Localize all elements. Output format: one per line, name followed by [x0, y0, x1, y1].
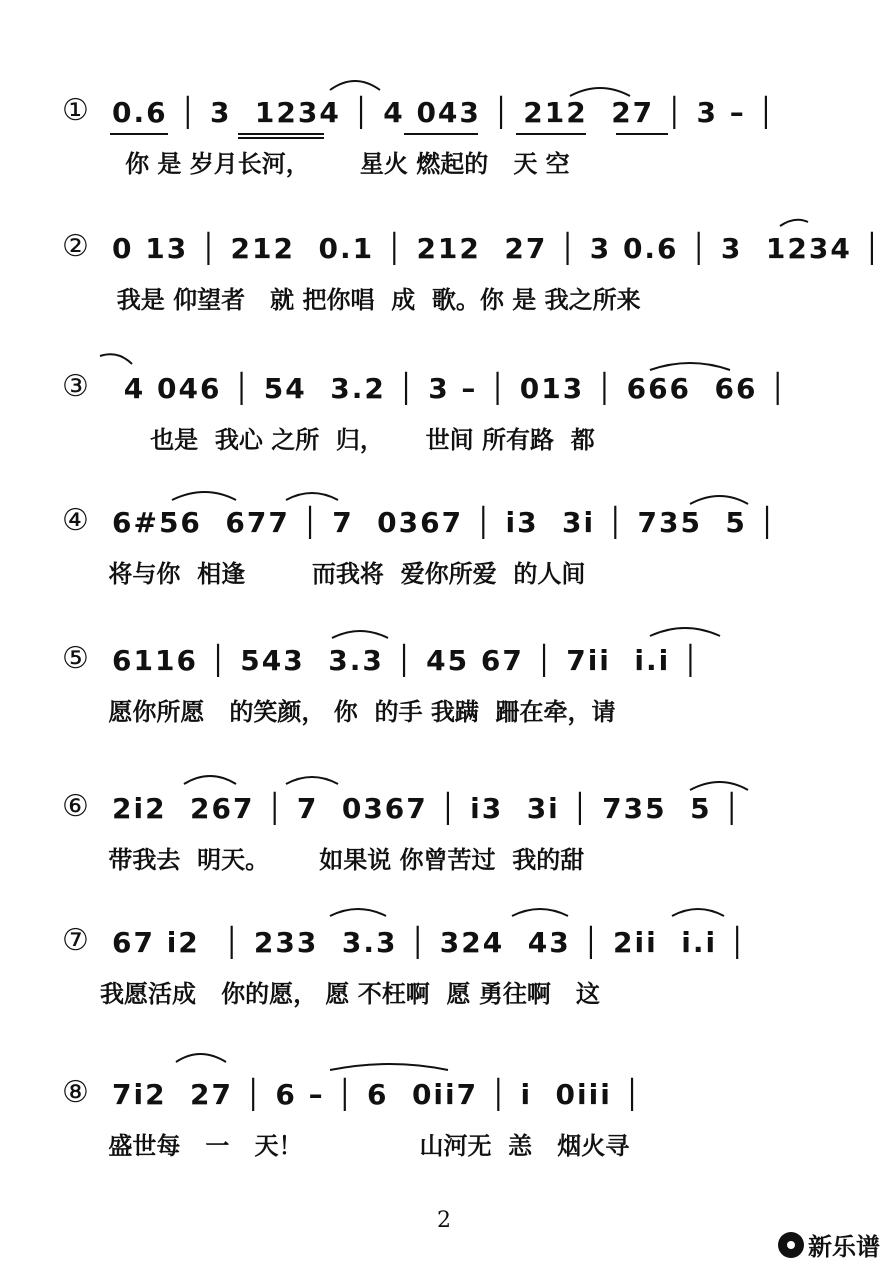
score-line-7 — [0, 922, 888, 1060]
lyrics: 我是 仰望者 就 把你唱 成 歌。你 是 我之所来 — [100, 286, 641, 314]
lyrics: 也是 我心 之所 归， 世间 所有路 都 — [100, 426, 595, 454]
brand-name: 新乐谱 — [808, 1233, 880, 1261]
page-number: 2 — [437, 1208, 451, 1233]
notation: 4 046 │ 54 3.2 │ 3 – │ 013 │ 666 66 │ — [112, 372, 789, 405]
score-line-8 — [0, 1074, 888, 1212]
notation: 6#56 677 │ 7 0367 │ i3 3i │ 735 5 │ — [112, 506, 778, 539]
lyrics: 我愿活成 你的愿， 愿 不枉啊 愿 勇往啊 这 — [100, 980, 600, 1008]
notation: 67 i2 │ 233 3.3 │ 324 43 │ 2ii i.i │ — [112, 926, 748, 959]
score-line-1 — [0, 92, 888, 230]
notation: 7i2 27 │ 6 – │ 6 0ii7 │ i 0iii │ — [112, 1078, 643, 1111]
line-number: ⑧ — [62, 1075, 89, 1110]
score-line-5 — [0, 640, 888, 778]
score-line-3 — [0, 368, 888, 506]
record-disc-icon — [778, 1232, 804, 1258]
lyrics: 你 是 岁月长河， 星火 燃起的 天 空 — [100, 150, 570, 178]
line-number: ④ — [62, 503, 89, 538]
slur-arc — [330, 1064, 448, 1070]
line-number: ① — [62, 93, 89, 128]
lyrics: 将与你 相逢 而我将 爱你所爱 的人间 — [100, 560, 586, 588]
lyrics: 带我去 明天。 如果说 你曾苦过 我的甜 — [100, 846, 585, 874]
score-line-2 — [0, 228, 888, 366]
brand-logo — [778, 1227, 880, 1262]
line-number: ⑤ — [62, 641, 89, 676]
line-number: ⑦ — [62, 923, 89, 958]
lyrics: 盛世每 一 天！ 山河无 恙 烟火寻 — [100, 1132, 630, 1160]
score-line-6 — [0, 788, 888, 926]
slur-arc — [330, 81, 380, 90]
score-line-4 — [0, 502, 888, 640]
line-number: ② — [62, 229, 89, 264]
notation: 0.6 │ 3 1234 │ 4 043 │ 212 27 │ 3 – │ — [112, 96, 777, 129]
line-number: ⑥ — [62, 789, 89, 824]
lyrics: 愿你所愿 的笑颜， 你 的手 我蹒 跚在牵，请 — [100, 698, 616, 726]
notation: 6116 │ 543 3.3 │ 45 67 │ 7ii i.i │ — [112, 644, 701, 677]
notation: 2i2 267 │ 7 0367 │ i3 3i │ 735 5 │ — [112, 792, 743, 825]
slur-arc — [286, 777, 338, 784]
line-number: ③ — [62, 369, 89, 404]
notation: 0 13 │ 212 0.1 │ 212 27 │ 3 0.6 │ 3 1234 │ — [112, 232, 883, 265]
